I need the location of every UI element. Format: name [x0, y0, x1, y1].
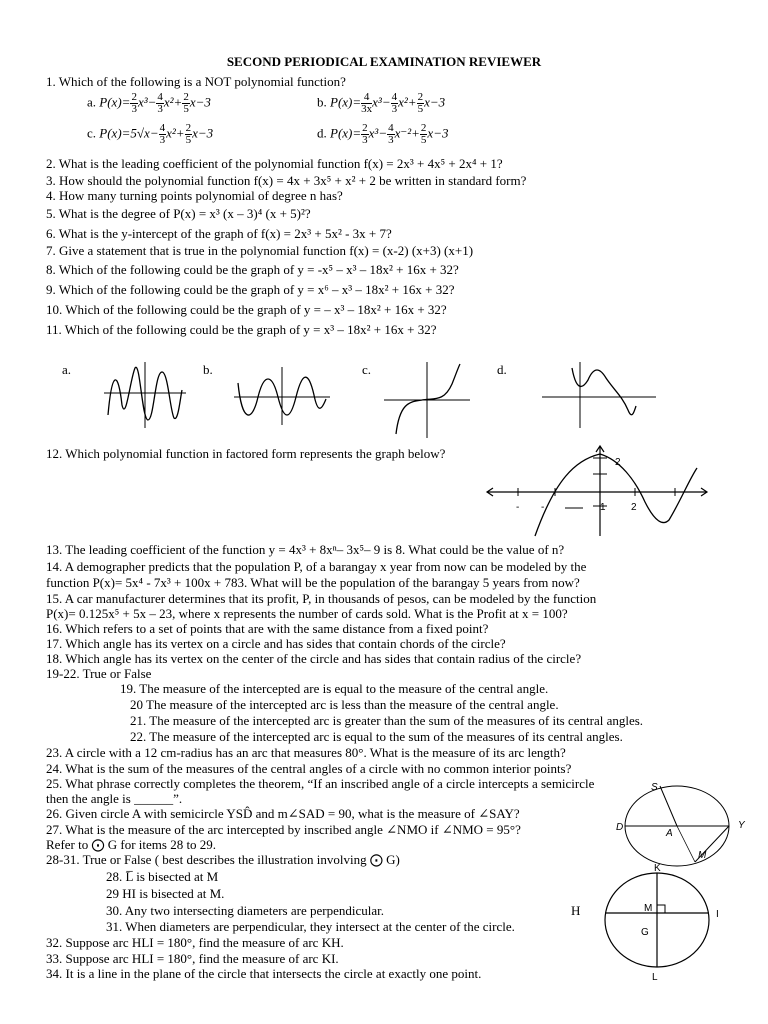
question-9: 9. Which of the following could be the graph of y = x⁶ – x³ – 18x² + 16x + 32?: [46, 282, 455, 297]
circle-g-label-k: K: [654, 863, 661, 874]
graph-label-b: b.: [203, 362, 213, 377]
circle-g-label-h: H: [571, 903, 581, 918]
question-25-line-2: then the angle is ______”.: [46, 791, 183, 806]
question-33: 33. Suppose arc HLI = 180°, find the measure of arc KI.: [46, 951, 339, 966]
question-15-line-1: 15. A car manufacturer determines that its profit, P, in thousands of pesos, can be modeled by the function: [46, 591, 597, 606]
question-16: 16. Which refers to a set of points that are with the same distance from a fixed point?: [46, 621, 489, 636]
question-32: 32. Suppose arc HLI = 180°, find the measure of arc KH.: [46, 935, 344, 950]
question-23: 23. A circle with a 12 cm-radius has an arc that measures 80°. What is the measure of its arc length?: [46, 745, 566, 760]
question-5: 5. What is the degree of P(x) = x³ (x – 3)⁴ (x + 5)²?: [46, 206, 311, 221]
question-14-line-1: 14. A demographer predicts that the population P, of a barangay x year from now can be modeled by the: [46, 559, 587, 574]
graph-label-d: d.: [497, 362, 507, 377]
question-15-line-2: P(x)= 0.125x⁵ + 5x – 23, where x represents the number of cards sold. What is the Profit at x = 100?: [46, 606, 568, 621]
question-31: 31. When diameters are perpendicular, they intersect at the center of the circle.: [106, 919, 515, 934]
graph-b: [232, 365, 332, 427]
graph-c: [382, 360, 472, 440]
circle-a-diagram: [620, 780, 750, 870]
question-2: 2. What is the leading coefficient of the polynomial function f(x) = 2x³ + 4x⁵ + 2x⁴ + 1?: [46, 156, 503, 171]
question-34: 34. It is a line in the plane of the circle that intersects the circle at exactly one point.: [46, 966, 482, 981]
circle-a-label-a: A: [666, 828, 673, 839]
circle-a-label-d: D: [616, 822, 624, 833]
question-28: 28. L̅ is bisected at M: [106, 869, 219, 884]
question-25-line-1: 25. What phrase correctly completes the theorem, “If an inscribed angle of a circle intercepts a semicircle: [46, 776, 595, 791]
question-22: 22. The measure of the intercepted arc is equal to the sum of the measures of its central angles.: [130, 729, 623, 744]
graph-label-a: a.: [62, 362, 72, 377]
graph-a: [100, 360, 190, 430]
circle-a-label-y: Y: [738, 820, 745, 831]
fig12-x-tick-2: 2: [631, 502, 637, 513]
circle-g-label-i: I: [716, 909, 719, 920]
question-10: 10. Which of the following could be the graph of y = – x³ – 18x² + 16x + 32?: [46, 302, 447, 317]
fig12-neg-1: -: [516, 502, 520, 513]
refer-note: Refer to ⨀ G for items 28 to 29.: [46, 837, 217, 852]
question-7: 7. Give a statement that is true in the polynomial function f(x) = (x-2) (x+3) (x+1): [46, 243, 474, 258]
circle-g-label-l: L: [652, 972, 658, 983]
circle-a-label-m: M: [698, 850, 707, 861]
circle-g-label-g: G: [641, 927, 649, 938]
option-1b: b. P(x)= $\frac{4}{3x}$ x³− $\frac{4}{3}$ x²+ $\frac{2}{5}$ x−3: [317, 91, 446, 115]
question-19: 19. The measure of the intercepted are is equal to the measure of the central angle.: [120, 681, 549, 696]
graph-q12: [485, 440, 715, 540]
question-27: 27. What is the measure of the arc intercepted by inscribed angle ∠NMO if ∠NMO = 95°?: [46, 822, 521, 837]
option-1c: c. P(x)=5√x− $\frac{4}{3}$ x²+ $\frac{2}{5}$ x−3: [87, 122, 214, 146]
question-30: 30. Any two intersecting diameters are perpendicular.: [106, 903, 384, 918]
question-28-31-heading: 28-31. True or False ( best describes the illustration involving ⨀ G): [46, 852, 400, 867]
page-title: SECOND PERIODICAL EXAMINATION REVIEWER: [226, 54, 542, 69]
question-14-line-2: function P(x)= 5x⁴ - 7x³ + 100x + 783. What will be the population of the barangay 5 years from now?: [46, 575, 580, 590]
circle-g-diagram: [600, 870, 725, 975]
option-1d: d. P(x)= $\frac{2}{3}$ x³− $\frac{4}{3}$ x⁻²+ $\frac{2}{5}$ x−3: [317, 122, 449, 146]
question-1: 1. Which of the following is a NOT polynomial function?: [46, 74, 346, 89]
question-13: 13. The leading coefficient of the function y = 4x³ + 8xⁿ– 3x⁵– 9 is 8. What could be the value of n?: [46, 542, 565, 557]
question-17: 17. Which angle has its vertex on a circle and has sides that contain chords of the circle?: [46, 636, 506, 651]
graph-label-c: c.: [362, 362, 372, 377]
question-21: 21. The measure of the intercepted arc is greater than the sum of the measures of its central angles.: [130, 713, 644, 728]
question-8: 8. Which of the following could be the graph of y = -x⁵ – x³ – 18x² + 16x + 32?: [46, 262, 459, 277]
circle-a-label-s: S: [651, 782, 658, 793]
question-6: 6. What is the y-intercept of the graph of f(x) = 2x³ + 5x² - 3x + 7?: [46, 226, 392, 241]
graph-d: [538, 360, 658, 430]
fig12-neg-2: -: [541, 502, 545, 513]
question-19-22-heading: 19-22. True or False: [46, 666, 152, 681]
fig12-x-tick-1: 1: [600, 502, 606, 513]
question-12: 12. Which polynomial function in factored form represents the graph below?: [46, 446, 446, 461]
question-4: 4. How many turning points polynomial of degree n has?: [46, 188, 343, 203]
question-3: 3. How should the polynomial function f(x) = 4x + 3x⁵ + x² + 2 be written in standard form?: [46, 173, 527, 188]
question-18: 18. Which angle has its vertex on the center of the circle and has sides that contain radius of the circle?: [46, 651, 582, 666]
question-20: 20 The measure of the intercepted arc is less than the measure of the central angle.: [130, 697, 559, 712]
fig12-y-tick: 2: [615, 457, 621, 468]
option-1a: a. P(x)= $\frac{2}{3}$ x³− $\frac{4}{3}$ x²+ $\frac{2}{5}$ x−3: [87, 91, 211, 115]
question-24: 24. What is the sum of the measures of the central angles of a circle with no common interior points?: [46, 761, 572, 776]
question-29: 29 HI is bisected at M.: [106, 886, 225, 901]
question-11: 11. Which of the following could be the graph of y = x³ – 18x² + 16x + 32?: [46, 322, 437, 337]
circle-g-label-m: M: [644, 903, 653, 914]
question-26: 26. Given circle A with semicircle YSD̂ and m∠SAD = 90, what is the measure of ∠SAY?: [46, 806, 520, 821]
